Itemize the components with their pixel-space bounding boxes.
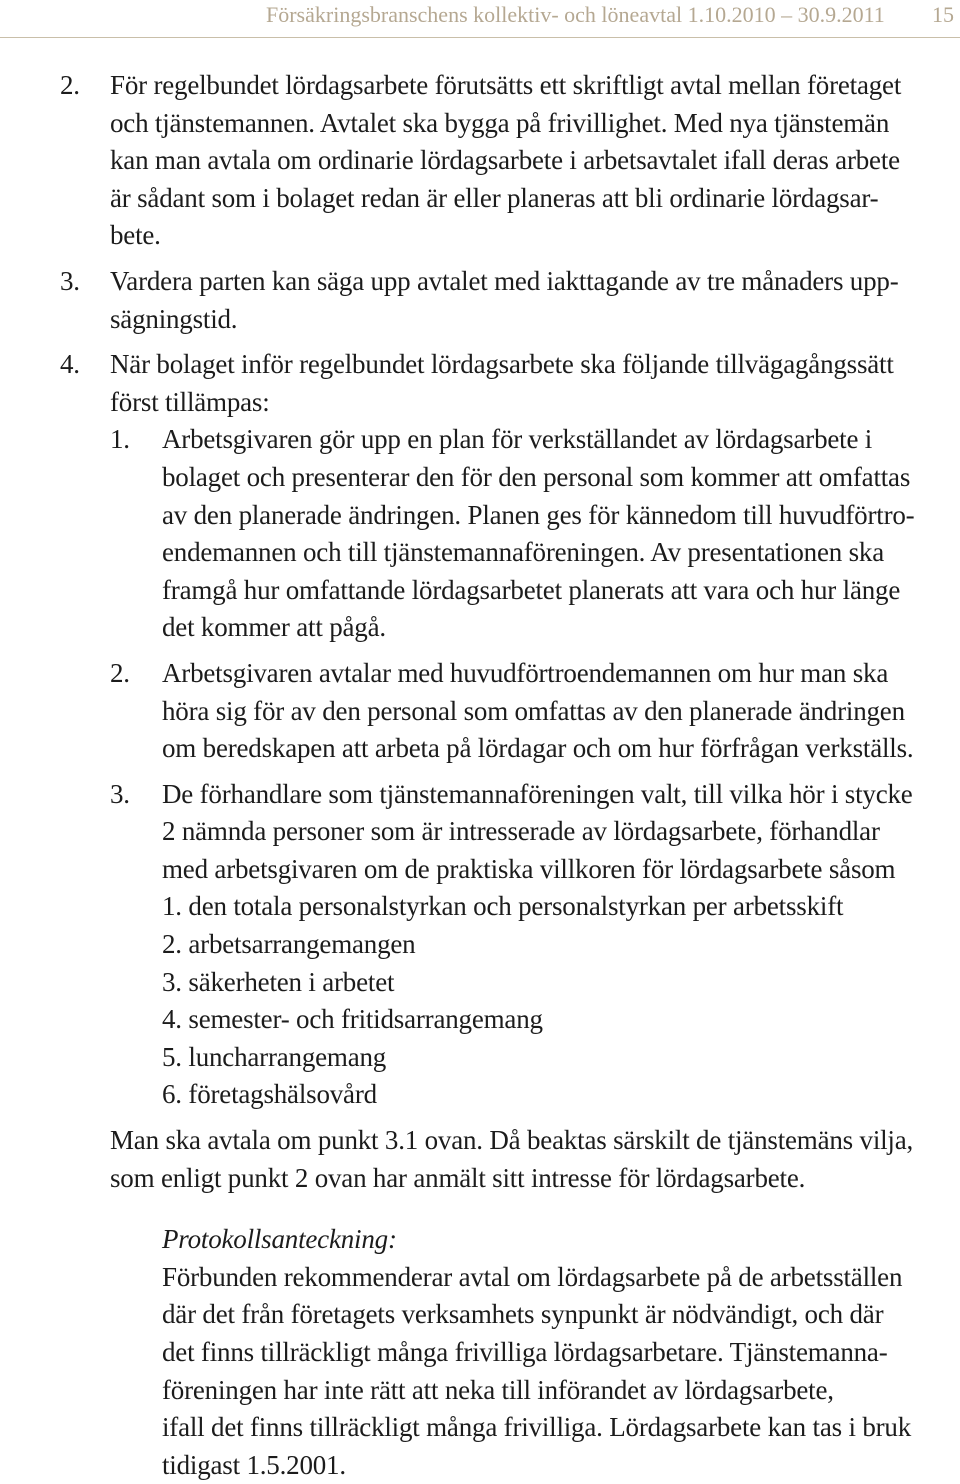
sub-list-item: 4. semester- och fritidsarrangemang — [162, 1004, 543, 1035]
item-number: 1. — [110, 424, 130, 455]
item-number: 2. — [110, 657, 130, 688]
sub-list-item: 6. företagshälsovård — [162, 1079, 377, 1110]
paragraph-line: kan man avtala om ordinarie lördagsarbete i arbetsavtalet ifall deras arbete — [110, 145, 900, 176]
paragraph-line: föreningen har inte rätt att neka till införandet av lördagsarbete, — [162, 1374, 834, 1405]
paragraph-line: sägningstid. — [110, 303, 238, 334]
sub-list-item: 3. säkerheten i arbetet — [162, 966, 395, 997]
paragraph-line: För regelbundet lördagsarbete förutsätts ett skriftligt avtal mellan företaget — [110, 70, 902, 100]
sub-list-item: 1. den totala personalstyrkan och personalstyrkan per arbetsskift — [162, 891, 844, 922]
section-number: 4. — [60, 349, 80, 380]
item-number: 3. — [110, 778, 130, 809]
paragraph-line: Arbetsgivaren avtalar med huvudförtroendemannen om hur man ska — [162, 657, 889, 688]
paragraph-line: med arbetsgivaren om de praktiska villkoren för lördagsarbete såsom — [162, 853, 896, 884]
header-divider — [0, 37, 960, 38]
sub-list-item: 5. luncharrangemang — [162, 1041, 387, 1072]
paragraph-line: De förhandlare som tjänstemannaföreningen valt, till vilka hör i stycke — [162, 778, 913, 809]
paragraph-line: är sådant som i bolaget redan är eller planeras att bli ordinarie lördagsar- — [110, 182, 879, 213]
paragraph-line: När bolaget inför regelbundet lördagsarbete ska följande tillvägagångssätt — [110, 349, 894, 380]
sub-list — [0, 888, 960, 1114]
section-number: 3. — [60, 265, 80, 296]
list-item — [0, 421, 960, 647]
paragraph-line: tidigast 1.5.2001. — [162, 1449, 346, 1480]
paragraph-line: endemannen och till tjänstemannaföreningen. Av presentationen ska — [162, 537, 885, 568]
sub-list-item: 2. arbetsarrangemangen — [162, 929, 416, 960]
paragraph-line: höra sig för av den personal som omfattas av den planerade ändringen — [162, 695, 905, 726]
running-header — [0, 0, 960, 38]
paragraph-line: det finns tillräckligt många frivilliga lördagsarbetare. Tjänstemanna- — [162, 1337, 888, 1367]
paragraph-line: Förbunden rekommenderar avtal om lördagsarbete på de arbetsställen — [162, 1261, 903, 1292]
section-number: 2. — [60, 70, 80, 100]
section-2 — [0, 67, 960, 255]
list-item — [0, 655, 960, 768]
document-body — [0, 67, 960, 1484]
paragraph-line: och tjänstemannen. Avtalet ska bygga på frivillighet. Med nya tjänstemän — [110, 107, 890, 138]
paragraph-line: som enligt punkt 2 ovan har anmält sitt intresse för lördagsarbete. — [110, 1162, 806, 1193]
paragraph-line: där det från företagets verksamhets synpunkt är nödvändigt, och där — [162, 1299, 884, 1330]
section-4 — [0, 346, 960, 421]
page-number: 15 — [932, 2, 954, 27]
paragraph-line: det kommer att pågå. — [162, 612, 386, 643]
paragraph-line: Man ska avtala om punkt 3.1 ovan. Då beaktas särskilt de tjänstemäns vilja, — [110, 1125, 914, 1156]
closing-paragraph — [0, 1122, 960, 1197]
paragraph-line: först tillämpas: — [110, 386, 270, 417]
paragraph-line: Vardera parten kan säga upp avtalet med iakttagande av tre månaders upp- — [110, 265, 899, 296]
paragraph-line: bolaget och presenterar den för den personal som kommer att omfattas — [162, 461, 911, 492]
paragraph-line: Arbetsgivaren gör upp en plan för verkställandet av lördagsarbete i — [162, 424, 873, 455]
paragraph-line: framgå hur omfattande lördagsarbetet planerats att vara och hur länge — [162, 574, 901, 605]
protocol-note-heading: Protokollsanteckning: — [162, 1224, 397, 1255]
paragraph-line: 2 nämnda personer som är intresserade av lördagsarbete, förhandlar — [162, 816, 880, 847]
paragraph-line: ifall det finns tillräckligt många frivilliga. Lördagsarbete kan tas i bruk — [162, 1412, 912, 1443]
paragraph-line: bete. — [110, 220, 161, 251]
paragraph-line: om beredskapen att arbeta på lördagar och om hur förfrågan verkställs. — [162, 733, 914, 764]
section-3 — [0, 263, 960, 338]
protocol-note — [0, 1221, 960, 1484]
header-title: Försäkringsbranschens kollektiv- och löneavtal 1.10.2010 – 30.9.2011 — [266, 2, 885, 27]
list-item — [0, 776, 960, 889]
paragraph-line: av den planerade ändringen. Planen ges för kännedom till huvudförtro- — [162, 499, 915, 530]
